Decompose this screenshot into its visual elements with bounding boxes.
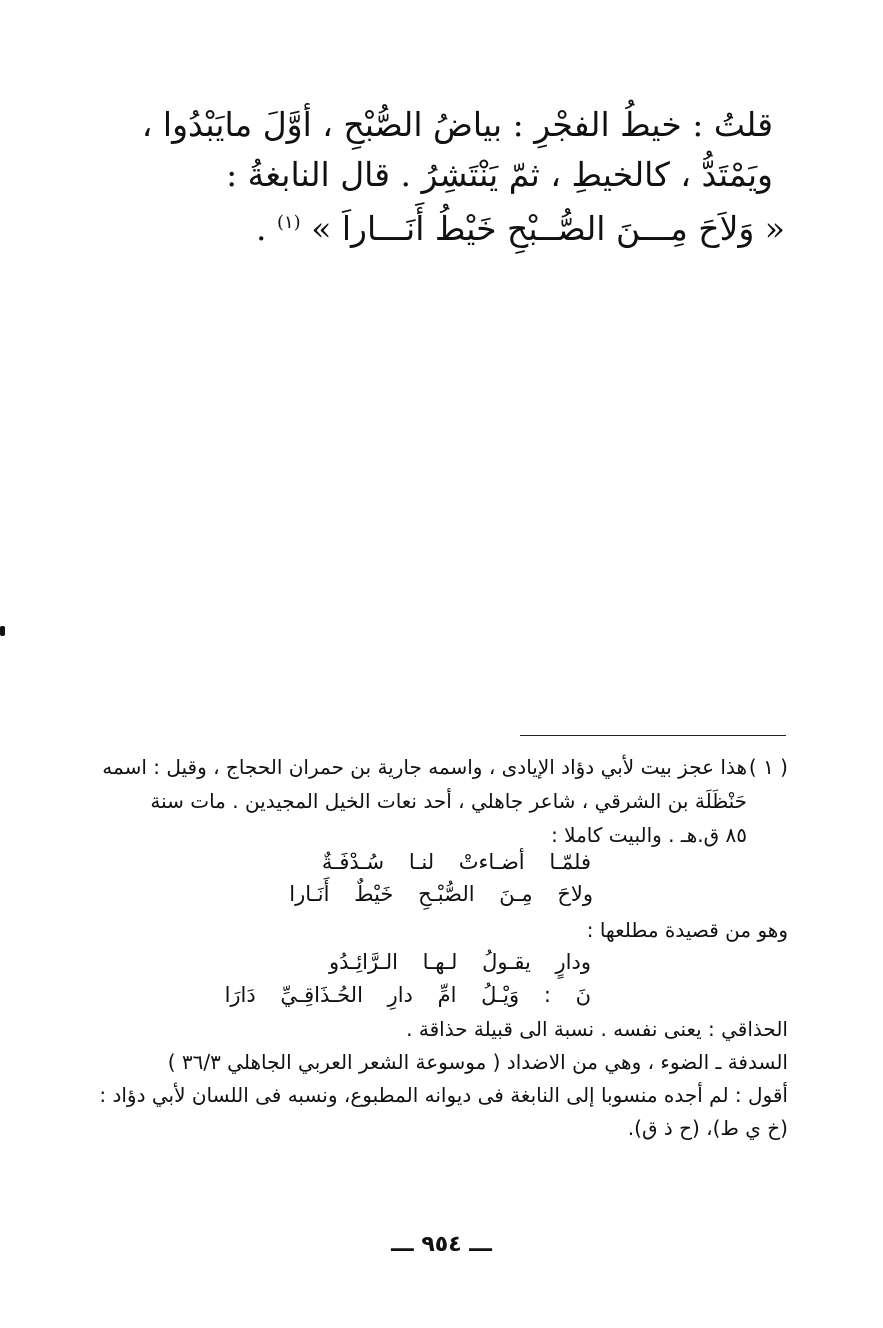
verse-text: « وَلاَحَ مِـــنَ الصُّــبْحِ خَيْطُ أَنَـــاراَ » [311, 209, 785, 248]
footnote-reference: (١) [276, 212, 301, 233]
main-text-line-1: قلتُ : خيطُ الفجْرِ : بياضُ الصُّبْحِ ، أوَّلَ مايَبْدُوا ، [141, 105, 773, 144]
footnote-line-7: أقول : لم أجده منسوبا إلى النابغة فى ديوانه المطبوع، ونسبه فى اللسان لأبي دؤاد : [99, 1083, 788, 1107]
footnote-line-6: السدفة ـ الضوء ، وهي من الاضداد ( موسوعة الشعر العربي الجاهلي ٣٦/٣ ) [167, 1050, 788, 1074]
footnote-line-2: حَنْظَلَة بن الشرقي ، شاعر جاهلي ، أحد نعات الخيل المجيدين . مات سنة [150, 789, 747, 813]
main-text-block [100, 100, 773, 200]
poem-2-first-hemistich: ودارٍ يقـولُ لـهـا الـرَّائِـدُو [329, 950, 591, 974]
page-number: ـــ ٩٥٤ ـــ [391, 1232, 492, 1257]
footnote-divider [520, 735, 786, 736]
margin-ink-mark [0, 626, 5, 636]
quoted-verse [256, 196, 785, 256]
verse-end-mark: . [255, 209, 267, 248]
footnote-line-4: وهو من قصيدة مطلعها : [586, 918, 788, 942]
poem-1-first-hemistich: فلمّـا أضـاءتْ لنـا سُـدْفَـةٌ [321, 850, 591, 874]
poem-2-second-hemistich: نَ : وَيْـلُ امِّ دارِ الحُـذَاقِـيِّ دَارَا [224, 983, 591, 1007]
footnote-line-3: ٨٥ ق.هـ . والبيت كاملا : [551, 823, 747, 847]
footnote-line-8: (خ ي ط)، (ح ذ ق). [627, 1116, 788, 1140]
footnote-line-5: الحذاقي : يعنى نفسه . نسبة الى قبيلة حذاقة . [406, 1017, 788, 1041]
main-text-line-2: ويَمْتَدُّ ، كالخيطِ ، ثمّ يَنْتَشِرُ . قال النابغةُ : [226, 155, 773, 194]
footnote-line-1: هذا عجز بيت لأبي دؤاد الإيادى ، واسمه جارية بن حمران الحجاج ، وقيل : اسمه [102, 755, 747, 779]
poem-1-second-hemistich: ولاحَ مِـنَ الصُّبْـحِ خَيْطٌ أَنَـارا [289, 882, 593, 906]
footnote-number: ( ١ ) [748, 755, 788, 779]
